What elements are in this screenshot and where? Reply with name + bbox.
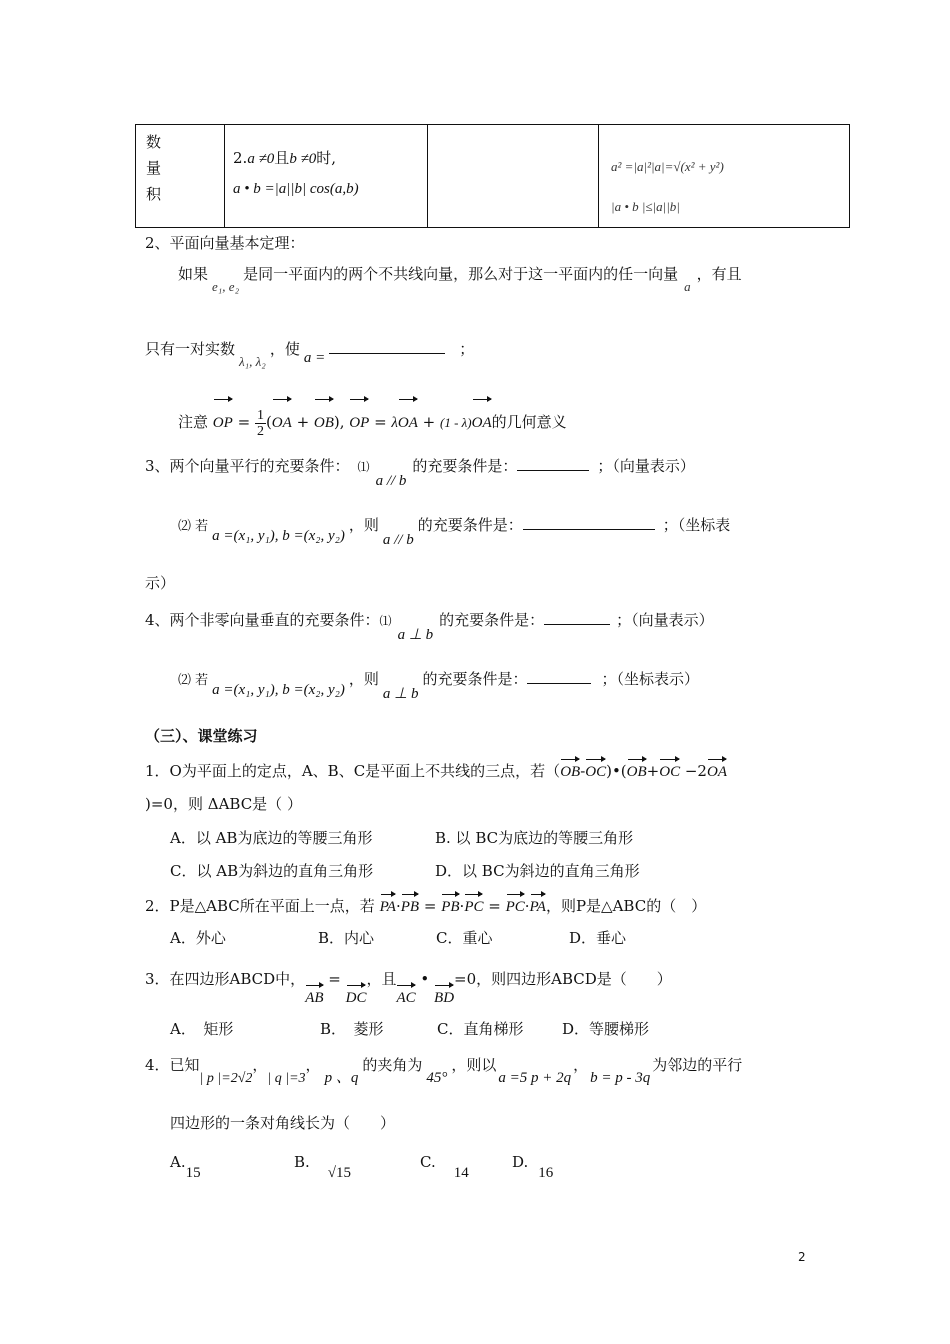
label-char: 量 — [146, 159, 162, 177]
vector-a: a — [684, 279, 691, 294]
lambda: λ — [391, 415, 398, 431]
option-value: 16 — [538, 1165, 554, 1181]
option-label: C. — [420, 1153, 436, 1171]
text: 注意 — [178, 413, 209, 431]
vec-pc: PC — [506, 893, 525, 917]
q3-option-c: C．直角梯形 — [437, 1020, 524, 1038]
label-char: 积 — [146, 185, 162, 203]
parallel-line-1 — [145, 456, 695, 489]
table-cell-properties — [599, 125, 850, 228]
cond-parallel: a // b — [382, 532, 414, 548]
vec-ob: OB — [627, 758, 647, 782]
text: 1．O为平面上的定点，A、B、C是平面上不共线的三点，若（ — [145, 762, 561, 780]
theorem-line-1 — [178, 264, 742, 294]
text: ，使 — [269, 340, 300, 358]
q3-option-b: B． 菱形 — [320, 1020, 384, 1038]
practice-title: （三）、课堂练习 — [145, 727, 258, 745]
text: ； — [459, 340, 475, 358]
item-number: ⑵ 若 — [178, 519, 209, 534]
vec-oc: OC — [659, 758, 680, 782]
properties-table — [135, 124, 850, 228]
option-label: B. — [294, 1153, 310, 1171]
perp-line-1 — [145, 610, 714, 643]
text: ，则P是△ABC的（ ） — [545, 897, 707, 915]
vec-pc: PC — [464, 893, 483, 917]
text: ，则 — [348, 516, 379, 534]
section-heading: 4、两个非零向量垂直的充要条件： — [145, 611, 380, 629]
text: 的充要条件是： — [439, 611, 545, 629]
def-mid: 且 — [274, 149, 290, 167]
answer-blank — [329, 339, 445, 354]
q1-option-c: C．以 AB为斜边的直角三角形 — [170, 862, 374, 880]
text: 为邻边的平行 — [652, 1056, 743, 1074]
perp-line-2 — [178, 669, 699, 702]
text: 如果 — [178, 265, 209, 283]
vec-oa: OA — [272, 398, 292, 444]
option-label: D. — [512, 1153, 529, 1171]
cauchy-inequality: |a • b |≤|a||b| — [611, 199, 680, 214]
parallel-line-2 — [178, 515, 731, 548]
norm-p: | p |=2√2 — [199, 1071, 253, 1086]
vec-dc: DC — [346, 984, 367, 1008]
vec-ob: OB — [560, 758, 580, 782]
text: =0，则四边形ABCD是（ ） — [454, 970, 672, 988]
q1-option-d: D．以 BC为斜边的直角三角形 — [435, 862, 640, 880]
magnitude-formula: a² =|a|²|a|=√(x² + y²) — [611, 159, 724, 174]
def-prefix: 2. — [233, 149, 248, 167]
q1-line-2: )=0，则 ΔABC是（ ） — [145, 795, 302, 813]
expr-a: a = — [303, 350, 326, 366]
item-number: ⑵ 若 — [178, 673, 209, 688]
vec-bd: BD — [434, 984, 454, 1008]
table-cell-label — [136, 125, 225, 228]
q2-option-c: C．重心 — [436, 929, 493, 947]
lambda-pair: λ₁, λ₂ — [239, 354, 266, 369]
text: ，且 — [366, 970, 397, 988]
q3-option-d: D．等腰梯形 — [562, 1020, 650, 1038]
vec-pb: PB — [441, 893, 459, 917]
def-cond-b: b ≠0 — [289, 151, 317, 167]
option-value: 14 — [453, 1165, 469, 1181]
text: 3．在四边形ABCD中， — [145, 970, 306, 988]
text: ，有且 — [696, 265, 742, 283]
basis-vectors: e₁, e₂ — [212, 279, 240, 294]
text: 的夹角为 — [362, 1056, 423, 1074]
answer-blank — [523, 515, 655, 530]
answer-blank — [517, 456, 589, 471]
fraction-half — [255, 408, 266, 439]
text: 的充要条件是： — [412, 457, 518, 475]
q2-line: 2．P是△ABC所在平面上一点，若 PA·PB = PB·PC = PC·PA，则P是△ABC的（ ） — [145, 893, 706, 917]
text: 只有一对实数 — [145, 340, 236, 358]
q4-option-d — [512, 1152, 554, 1181]
answer-blank — [544, 610, 610, 625]
denominator: 2 — [256, 423, 264, 439]
text: = — [237, 413, 251, 431]
dot-product-formula: a • b =|a||b| cos(a,b) — [233, 181, 359, 197]
numerator: 1 — [256, 407, 264, 423]
norm-q: | q |=3 — [267, 1071, 306, 1086]
text: ；（向量表示） — [597, 457, 695, 475]
cond-perpendicular: a ⊥ b — [382, 686, 419, 702]
section-heading: 3、两个向量平行的充要条件： — [145, 457, 350, 475]
text: ，则以 — [451, 1056, 497, 1074]
vec-op: OP — [213, 398, 233, 444]
page-number: 2 — [798, 1250, 806, 1264]
theorem-line-2 — [145, 339, 475, 369]
text: 4．已知 — [145, 1056, 200, 1074]
cond-parallel: a // b — [375, 473, 407, 489]
def-suffix: 时, — [316, 149, 337, 167]
q3-line: 3．在四边形ABCD中，AB = DC，且AC • BD=0，则四边形ABCD是（ ） — [145, 970, 672, 1006]
vec-oc: OC — [585, 758, 606, 782]
text: ；（坐标表 — [662, 516, 731, 534]
q2-option-d: D．垂心 — [569, 929, 627, 947]
q2-option-a: A．外心 — [170, 929, 226, 947]
text: ；（向量表示） — [616, 611, 714, 629]
q4-line-2: 四边形的一条对角线长为（ ） — [170, 1114, 396, 1132]
vec-oa: OA — [707, 758, 727, 782]
text: 2．P是△ABC所在平面上一点，若 — [145, 897, 375, 915]
table-cell-empty — [428, 125, 599, 228]
vec-pb: PB — [401, 893, 419, 917]
text: 的充要条件是： — [417, 516, 523, 534]
text: ，则 — [348, 670, 379, 688]
text: 示） — [145, 574, 176, 592]
q4-line-1: 4．已知| p |=2√2，| q |=3，p 、q的夹角为45°，则以a =5 p + 2q，b = p - 3q为邻边的平行 — [145, 1056, 743, 1086]
vec-ac: AC — [396, 984, 415, 1008]
table-cell-definition — [225, 125, 428, 228]
section-heading: 2、平面向量基本定理： — [145, 234, 305, 252]
q4-option-a — [170, 1152, 201, 1181]
coords: a =(x₁, y₁), b =(x₂, y₂) — [212, 528, 345, 544]
vec-oa: OA — [398, 398, 418, 444]
text: 的几何意义 — [491, 413, 567, 431]
q3-option-a: A． 矩形 — [170, 1020, 234, 1038]
def-cond-a: a ≠0 — [247, 151, 275, 167]
text: ；（坐标表示） — [601, 670, 699, 688]
q1-option-a: A．以 AB为底边的等腰三角形 — [170, 829, 373, 847]
answer-blank — [527, 669, 591, 684]
q4-option-b — [294, 1152, 352, 1181]
coords: a =(x₁, y₁), b =(x₂, y₂) — [212, 682, 345, 698]
angle: 45° — [426, 1070, 448, 1086]
one-minus-lambda: (1 - λ) — [440, 415, 472, 430]
expr-b: b = p - 3q — [590, 1070, 651, 1086]
item-number: ⑴ — [357, 460, 370, 474]
vec-oa: OA — [472, 398, 492, 444]
q2-option-b: B．内心 — [318, 929, 375, 947]
option-label: A. — [170, 1153, 186, 1171]
vec-pa: PA — [530, 893, 546, 917]
text: 是同一平面内的两个不共线向量，那么对于这一平面内的任一向量 — [243, 265, 679, 283]
vec-pa: PA — [380, 893, 396, 917]
vec-op: OP — [349, 398, 369, 444]
vectors-pq: p 、q — [324, 1070, 359, 1086]
q1-option-b: B. 以 BC为底边的等腰三角形 — [435, 829, 634, 847]
option-value: 15 — [185, 1165, 201, 1181]
expr-a: a =5 p + 2q — [498, 1070, 572, 1086]
cond-perpendicular: a ⊥ b — [397, 627, 434, 643]
text: 的充要条件是： — [422, 670, 528, 688]
label-char: 数 — [146, 133, 162, 151]
note-line: 注意 OP = $\frac{1}{2}$ (OA + OB), OP = λOA + (1 - λ)OA的几何意义 — [178, 398, 567, 440]
q4-option-c — [420, 1152, 469, 1181]
q1-line-1: 1．O为平面上的定点，A、B、C是平面上不共线的三点，若（OB-OC)•(OB+OC −2OA — [145, 758, 727, 782]
item-number: ⑴ — [379, 614, 392, 628]
vec-ob: OB — [314, 398, 334, 444]
vec-ab: AB — [305, 984, 323, 1008]
option-value: √15 — [327, 1165, 352, 1181]
